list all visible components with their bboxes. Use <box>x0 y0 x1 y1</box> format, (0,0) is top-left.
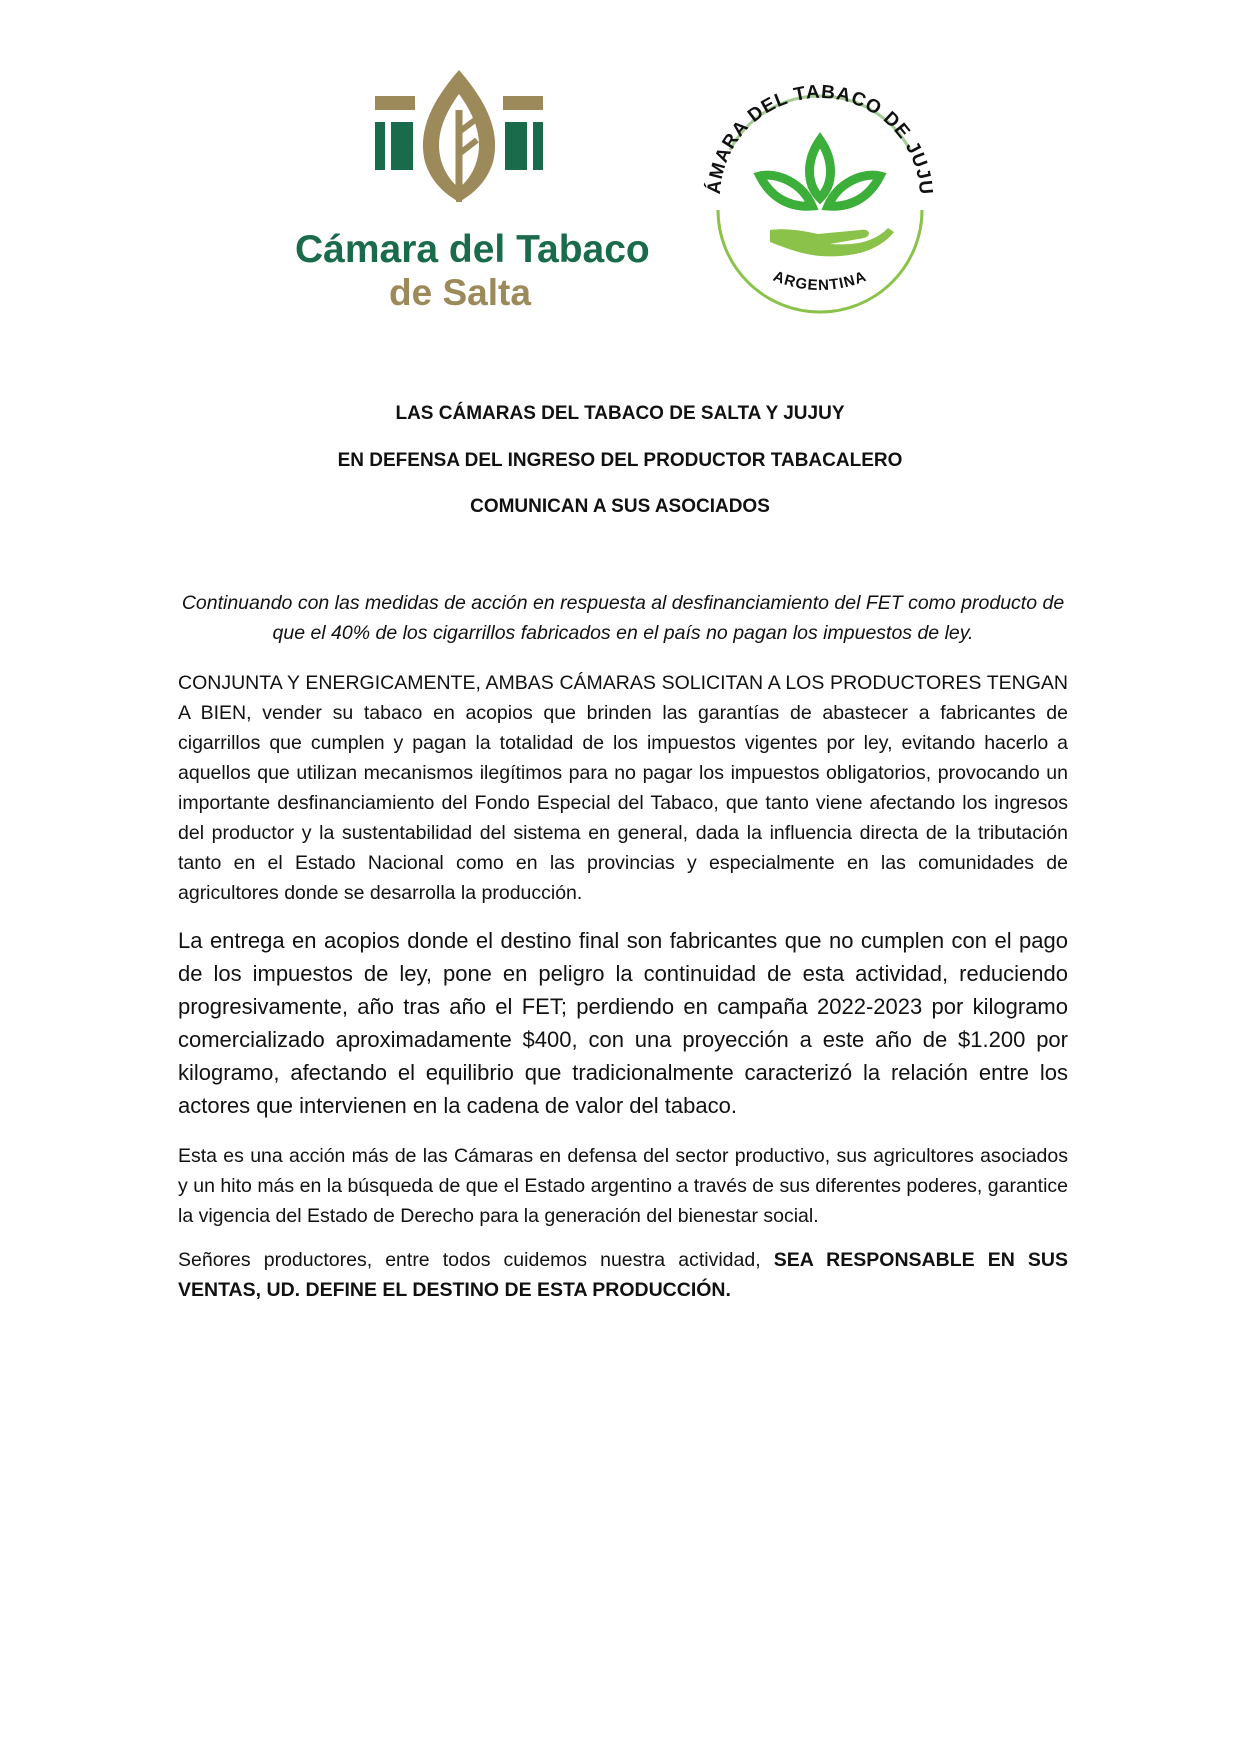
heading-line-1: LAS CÁMARAS DEL TABACO DE SALTA Y JUJUY <box>395 403 845 424</box>
salta-logo-subtitle: de Salta <box>389 272 531 313</box>
body-paragraph-1: CONJUNTA Y ENERGICAMENTE, AMBAS CÁMARAS SOLICITAN A LOS PRODUCTORES TENGAN A BIEN, vender su tabaco en acopios que brinden las garantías de abastecer a fabricantes de cigarrillos que cumplen y pagan la totalidad de los impuestos vigentes por ley, evitando hacerlo a aquellos que utilizan mecanismos ilegítimos para no pagar los impuestos obligatorios, provocando un importante desfinanciamiento del Fondo Especial del Tabaco, que tanto viene afectando los ingresos del productor y la sustentabilidad del sistema en general, dada la influencia directa de la tributación tanto en el Estado Nacional como en las provincias y especialmente en las comunidades de agricultores donde se desarrolla la producción. <box>178 672 1068 904</box>
jujuy-seal-icon <box>690 80 950 320</box>
salta-leaf-emblem-icon <box>375 70 545 230</box>
closing-text: Señores productores, entre todos cuidemos nuestra actividad, <box>178 1249 774 1271</box>
logo-camara-salta <box>295 70 650 320</box>
jujuy-ring-text: ÁMARA DEL TABACO DE JUJU <box>703 81 937 197</box>
heading-line-3: COMUNICAN A SUS ASOCIADOS <box>470 496 770 517</box>
svg-text:ARGENTINA <box>771 268 869 294</box>
intro-paragraph: Continuando con las medidas de acción en respuesta al desfinanciamiento del FET como producto de que el 40% de los cigarrillos fabricados en el país no pagan los impuestos de ley. <box>181 592 1065 644</box>
heading-line-2: EN DEFENSA DEL INGRESO DEL PRODUCTOR TABACALERO <box>337 450 903 471</box>
salta-logo-title: Cámara del Tabaco <box>295 228 650 271</box>
body-paragraph-2: La entrega en acopios donde el destino final son fabricantes que no cumplen con el pago de los impuestos de ley, pone en peligro la continuidad de esta actividad, reduciendo progresivamente, año tras año el FET; perdiendo en campaña 2022-2023 por kilogramo comercializado aproximadamente $400, con una proyección a este año de $1.200 por kilogramo, afectando el equilibrio que tradicionalmente caracterizó la relación entre los actores que intervienen en la cadena de valor del tabaco. <box>178 928 1068 1118</box>
logo-camara-jujuy <box>690 80 950 320</box>
closing-paragraph <box>178 1245 1068 1305</box>
body-paragraph-3: Esta es una acción más de las Cámaras en defensa del sector productivo, sus agricultores asociados y un hito más en la búsqueda de que el Estado argentino a través de sus diferentes poderes, garantice la vigencia del Estado de Derecho para la generación del bienestar social. <box>178 1145 1068 1227</box>
jujuy-bottom-text: ARGENTINA <box>770 267 870 295</box>
closing-emphasis: SEA RESPONSABLE EN SUS VENTAS, UD. DEFINE EL DESTINO DE ESTA PRODUCCIÓN. <box>178 1249 1068 1301</box>
